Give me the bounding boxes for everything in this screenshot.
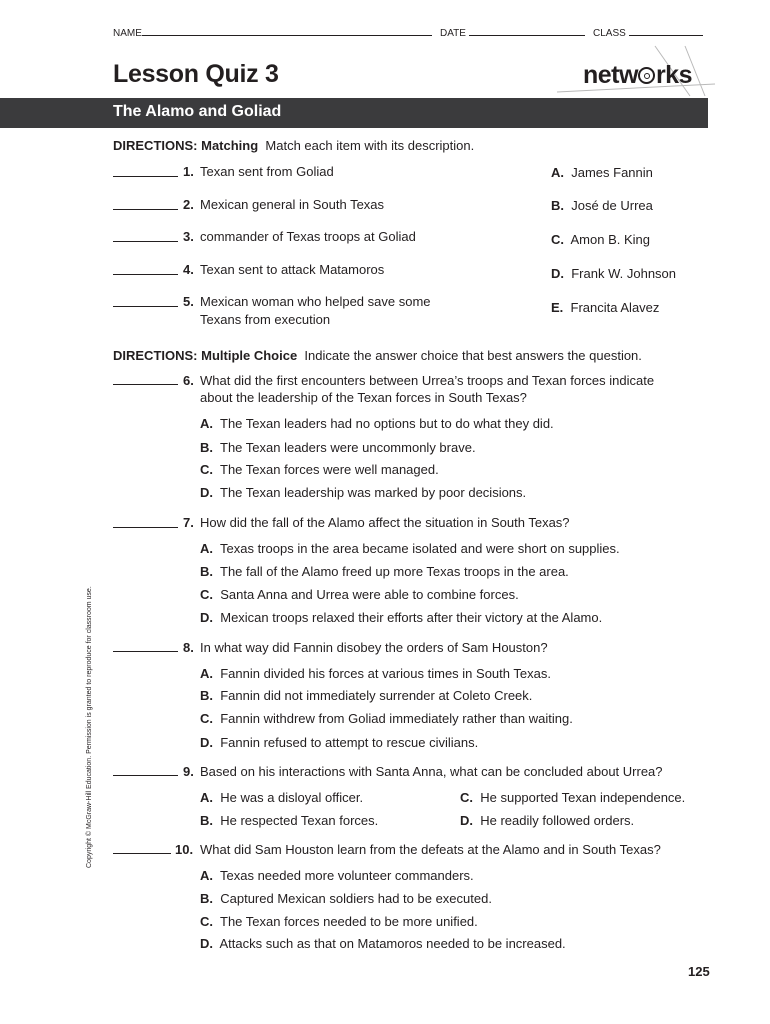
- choice-c: C. Fannin withdrew from Goliad immediately rather than waiting.: [200, 711, 573, 726]
- date-line: [469, 26, 585, 36]
- answer-option-e: E. Francita Alavez: [551, 300, 660, 315]
- choice-d: D. Mexican troops relaxed their efforts after their victory at the Alamo.: [200, 610, 603, 625]
- item-number: 2.: [183, 197, 194, 212]
- question-text: What did the first encounters between Urrea’s troops and Texan forces indicate: [200, 373, 655, 388]
- question-number: 8.: [183, 640, 194, 655]
- choice-a: A. He was a disloyal officer.: [200, 790, 364, 805]
- question-text-continued: about the leadership of the Texan forces in South Texas?: [200, 390, 527, 405]
- answer-option-a: A. James Fannin: [551, 165, 653, 180]
- answer-option-d: D. Frank W. Johnson: [551, 266, 677, 281]
- question-text: What did Sam Houston learn from the defeats at the Alamo and in South Texas?: [200, 842, 661, 857]
- choice-d: D. Attacks such as that on Matamoros needed to be increased.: [200, 936, 566, 951]
- question-text: In what way did Fannin disobey the orders of Sam Houston?: [200, 640, 548, 655]
- choice-b: B. He respected Texan forces.: [200, 813, 379, 828]
- item-text: Mexican general in South Texas: [200, 197, 385, 212]
- choice-a: A. Texas needed more volunteer commanders.: [200, 868, 474, 883]
- answer-blank-2[interactable]: [113, 209, 178, 210]
- choice-b: B. The fall of the Alamo freed up more Texas troops in the area.: [200, 564, 569, 579]
- answer-blank-4[interactable]: [113, 274, 178, 275]
- choice-a: A. Texas troops in the area became isolated and were short on supplies.: [200, 541, 620, 556]
- item-text: Texan sent from Goliad: [200, 164, 334, 179]
- answer-option-c: C. Amon B. King: [551, 232, 651, 247]
- question-number: 7.: [183, 515, 194, 530]
- question-number: 6.: [183, 373, 194, 388]
- item-number: 4.: [183, 262, 194, 277]
- answer-blank-5[interactable]: [113, 306, 178, 307]
- item-number: 1.: [183, 164, 194, 179]
- matching-directions: DIRECTIONS: Matching Match each item with its description.: [113, 138, 475, 153]
- date-field[interactable]: [440, 26, 585, 39]
- answer-blank-8[interactable]: [113, 651, 178, 652]
- choice-c: C. He supported Texan independence.: [460, 790, 686, 805]
- networks-logo: netw rks: [583, 61, 692, 89]
- answer-blank-6[interactable]: [113, 384, 178, 385]
- page-number: 125: [688, 964, 710, 979]
- question-number: 10.: [175, 842, 194, 857]
- class-line: [629, 26, 703, 36]
- choice-c: C. The Texan forces were well managed.: [200, 462, 439, 477]
- item-text: commander of Texas troops at Goliad: [200, 229, 416, 244]
- copyright-notice: Copyright © McGraw-Hill Education. Permission is granted to reproduce for classroom use.: [86, 586, 93, 868]
- choice-d: D. The Texan leadership was marked by poor decisions.: [200, 485, 527, 500]
- choice-b: B. The Texan leaders were uncommonly brave.: [200, 440, 476, 455]
- class-field[interactable]: [593, 26, 703, 39]
- item-text-continued: Texans from execution: [200, 312, 331, 327]
- answer-blank-10[interactable]: [113, 853, 171, 854]
- date-label: DATE: [440, 28, 466, 39]
- item-number: 5.: [183, 294, 194, 309]
- name-label: NAME: [113, 28, 142, 39]
- choice-a: A. The Texan leaders had no options but to do what they did.: [200, 416, 554, 431]
- item-number: 3.: [183, 229, 194, 244]
- multiple-choice-directions: DIRECTIONS: Multiple Choice Indicate the answer choice that best answers the question.: [113, 348, 642, 363]
- answer-blank-3[interactable]: [113, 241, 178, 242]
- item-text: Texan sent to attack Matamoros: [200, 262, 385, 277]
- page-title: Lesson Quiz 3: [113, 60, 279, 88]
- choice-d: D. He readily followed orders.: [460, 813, 635, 828]
- answer-blank-1[interactable]: [113, 176, 178, 177]
- section-title: The Alamo and Goliad: [113, 103, 282, 120]
- class-label: CLASS: [593, 28, 626, 39]
- choice-b: B. Fannin did not immediately surrender at Coleto Creek.: [200, 688, 533, 703]
- answer-blank-9[interactable]: [113, 775, 178, 776]
- question-text: Based on his interactions with Santa Anna, what can be concluded about Urrea?: [200, 764, 663, 779]
- question-number: 9.: [183, 764, 194, 779]
- choice-b: B. Captured Mexican soldiers had to be executed.: [200, 891, 492, 906]
- choice-c: C. Santa Anna and Urrea were able to combine forces.: [200, 587, 519, 602]
- choice-d: D. Fannin refused to attempt to rescue civilians.: [200, 735, 479, 750]
- name-line: [142, 26, 432, 36]
- answer-blank-7[interactable]: [113, 527, 178, 528]
- item-text: Mexican woman who helped save some: [200, 294, 431, 309]
- section-bar: [0, 98, 708, 128]
- at-symbol-icon: [638, 67, 655, 84]
- question-text: How did the fall of the Alamo affect the situation in South Texas?: [200, 515, 570, 530]
- name-field[interactable]: [113, 26, 432, 39]
- choice-c: C. The Texan forces needed to be more unified.: [200, 914, 478, 929]
- answer-option-b: B. José de Urrea: [551, 198, 653, 213]
- choice-a: A. Fannin divided his forces at various times in South Texas.: [200, 666, 551, 681]
